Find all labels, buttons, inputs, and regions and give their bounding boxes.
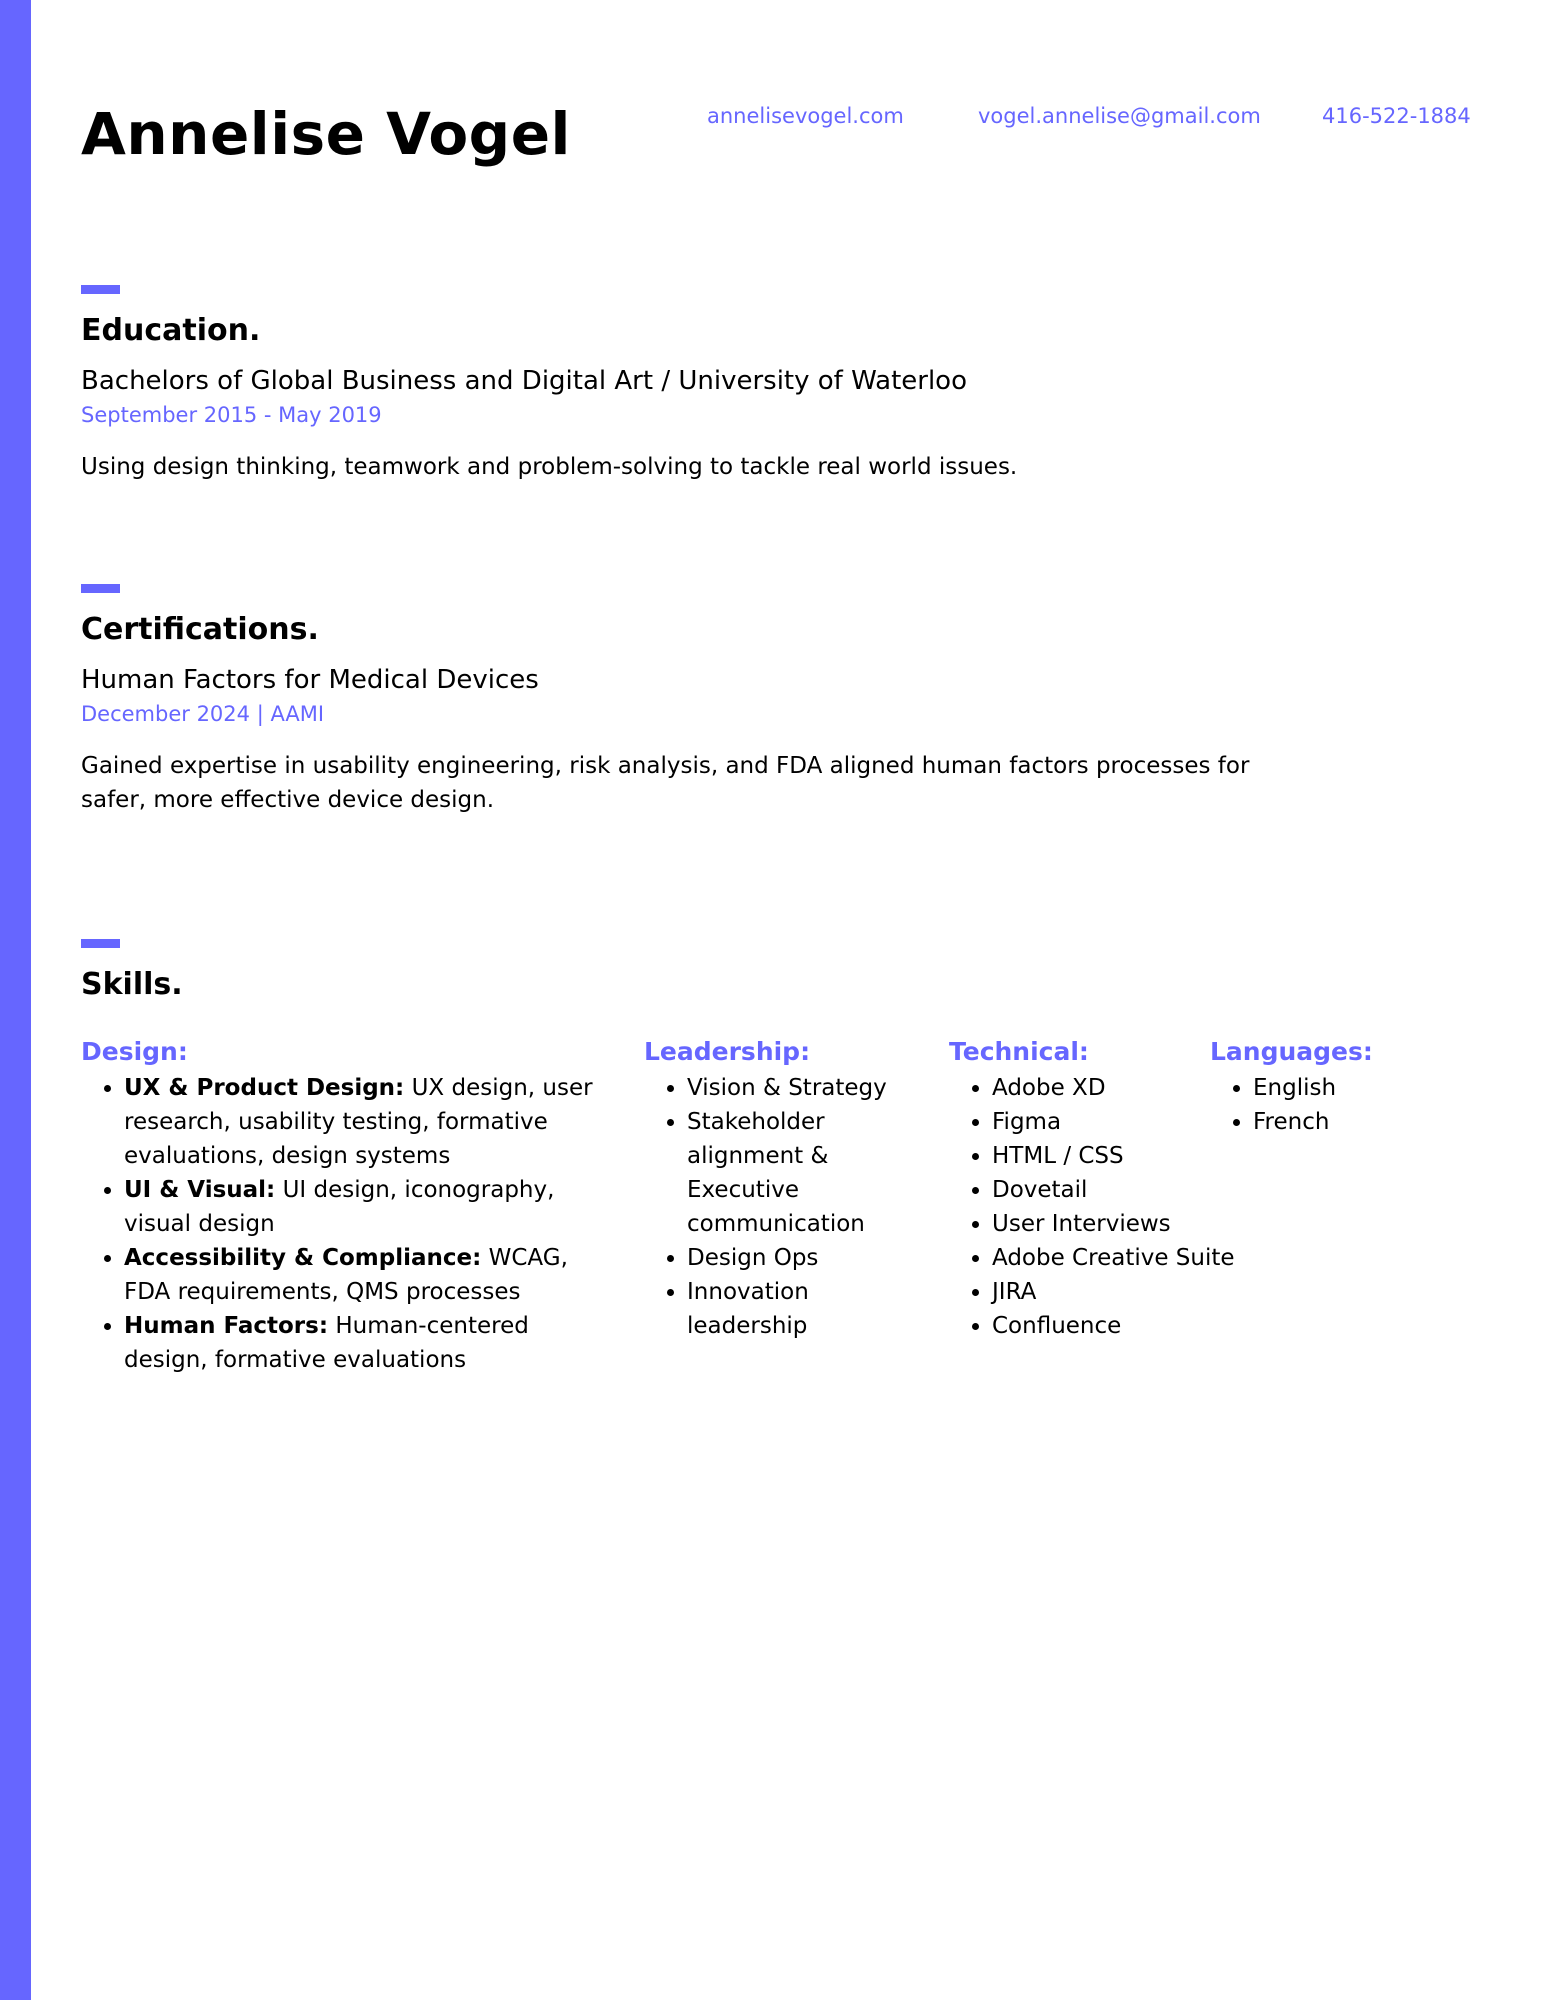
list-item: • User Interviews (992, 1207, 1239, 1241)
technical-skills-list (949, 1071, 1239, 1343)
certifications-section (81, 584, 1411, 817)
list-item (124, 1241, 601, 1309)
list-item: • HTML / CSS (992, 1139, 1239, 1173)
list-item: • Vision & Strategy (687, 1071, 894, 1105)
list-item: • Adobe Creative Suite (992, 1241, 1239, 1275)
list-item: • Stakeholder alignment & Executive communication (687, 1105, 894, 1241)
certifications-heading: Certifications. (81, 612, 319, 647)
certification-dates: December 2024 | AAMI (81, 701, 325, 726)
list-item (124, 1309, 601, 1377)
technical-skills-column (949, 1037, 1239, 1343)
languages-skills-list (1210, 1071, 1410, 1139)
section-marker (81, 285, 120, 294)
list-item: • Confluence (992, 1309, 1239, 1343)
email-link[interactable]: vogel.annelise@gmail.com (978, 104, 1261, 128)
skill-text: Human-centered design, formative evaluations (124, 1313, 529, 1373)
list-item: • Figma (992, 1105, 1239, 1139)
design-skills-heading: Design: (81, 1037, 188, 1066)
leadership-skills-list (644, 1071, 894, 1343)
skills-heading: Skills. (81, 967, 183, 1002)
skill-label: UX & Product Design: (124, 1075, 405, 1101)
list-item: • Dovetail (992, 1173, 1239, 1207)
list-item: • JIRA (992, 1275, 1239, 1309)
list-item (124, 1071, 601, 1173)
skill-label: Human Factors: (124, 1313, 329, 1339)
certification-name: Human Factors for Medical Devices (81, 665, 539, 695)
website-link[interactable]: annelisevogel.com (707, 104, 904, 128)
skill-label: Accessibility & Compliance: (124, 1245, 482, 1271)
languages-skills-column (1210, 1037, 1410, 1139)
education-heading: Education. (81, 313, 261, 348)
resume-name: Annelise Vogel (81, 100, 571, 168)
list-item: • Innovation leadership (687, 1275, 894, 1343)
phone-number: 416-522-1884 (1322, 104, 1471, 128)
list-item (124, 1173, 601, 1241)
list-item: • Design Ops (687, 1241, 894, 1275)
list-item: • Adobe XD (992, 1071, 1239, 1105)
education-dates: September 2015 - May 2019 (81, 402, 382, 427)
education-description: Using design thinking, teamwork and problem-solving to tackle real world issues. (81, 453, 1018, 480)
design-skills-column (81, 1037, 601, 1377)
skill-text: UI design, iconography, visual design (124, 1177, 555, 1237)
skill-label: UI & Visual: (124, 1177, 276, 1203)
section-marker (81, 584, 120, 593)
skill-text: UX design, user research, usability testing, formative evaluations, design systems (124, 1075, 593, 1169)
leadership-skills-heading: Leadership: (644, 1037, 811, 1066)
section-marker (81, 939, 120, 948)
skill-text: WCAG, FDA requirements, QMS processes (124, 1245, 568, 1305)
skills-section (81, 939, 1411, 1373)
education-degree: Bachelors of Global Business and Digital Art / University of Waterloo (81, 366, 967, 396)
list-item: • French (1253, 1105, 1410, 1139)
left-accent-bar (0, 0, 31, 2000)
certification-description: Gained expertise in usability engineering, risk analysis, and FDA aligned human factors processes for safer, more effective device design. (81, 752, 1250, 813)
education-section (81, 285, 1411, 484)
leadership-skills-column (644, 1037, 894, 1343)
technical-skills-heading: Technical: (949, 1037, 1089, 1066)
design-skills-list (81, 1071, 601, 1377)
languages-skills-heading: Languages: (1210, 1037, 1373, 1066)
list-item: • English (1253, 1071, 1410, 1105)
